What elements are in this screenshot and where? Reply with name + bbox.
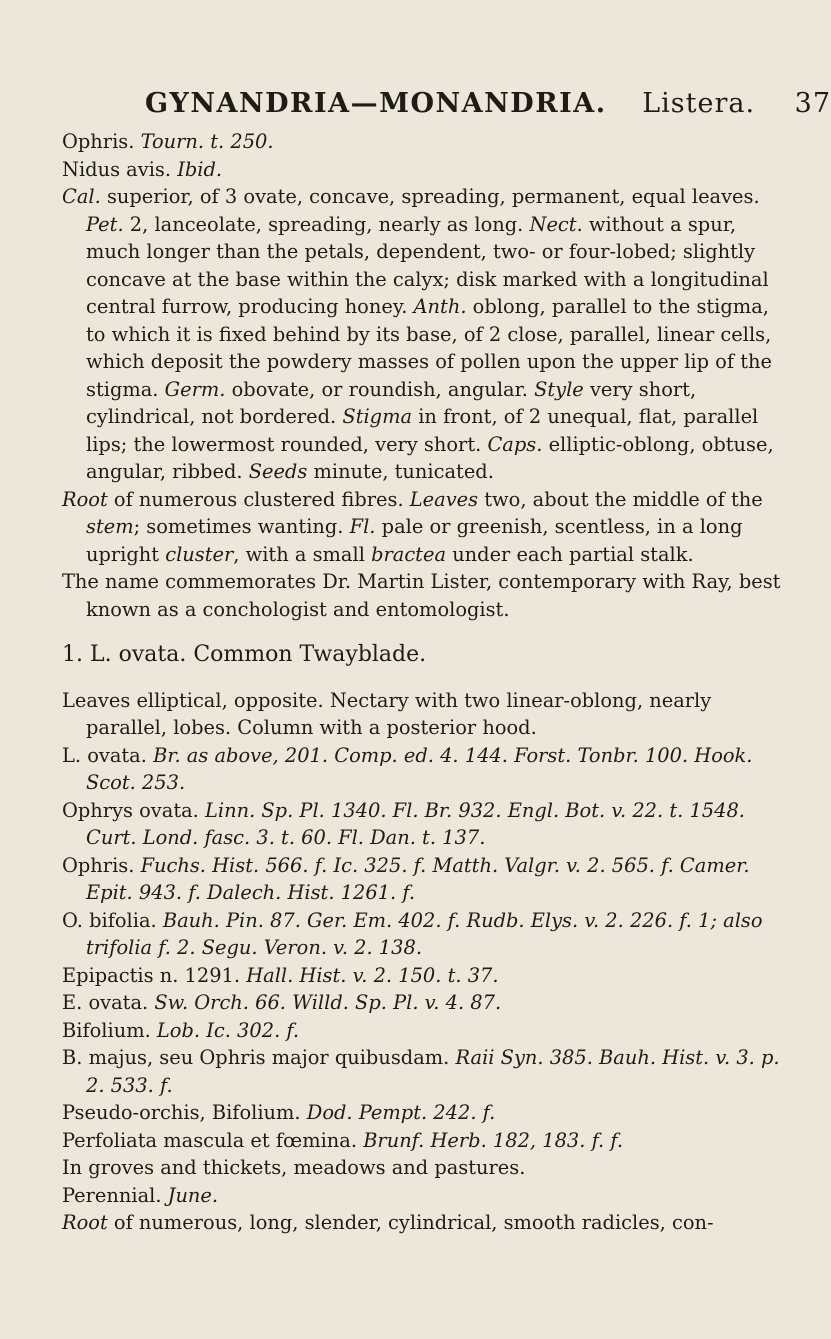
root-description: Root of numerous, long, slender, cylindrical, smooth radicles, con-: [62, 1211, 714, 1234]
synonym-entry: B. majus, seu Ophris major quibusdam. Raii Syn. 385. Bauh. Hist. v. 3. p. 2. 533. f.: [62, 1046, 780, 1097]
synonym-entry: L. ovata. Br. as above, 201. Comp. ed. 4. 144. Forst. Tonbr. 100. Hook. Scot. 253.: [62, 743, 753, 794]
synonym-entry: Epipactis n. 1291. Hall. Hist. v. 2. 150. t. 37.: [62, 963, 499, 987]
running-title: GYNANDRIA—MONANDRIA.: [145, 88, 607, 119]
synonym-entry: O. bifolia. Bauh. Pin. 87. Ger. Em. 402. f. Rudb. Elys. v. 2. 226. f. 1; also trifolia f. 2. Segu. Veron. v. 2. 138.: [62, 908, 763, 959]
species-heading: 1. L. ovata. Common Twayblade.: [62, 642, 427, 667]
synonym-entry: Ophrys ovata. Linn. Sp. Pl. 1340. Fl. Br. 932. Engl. Bot. v. 22. t. 1548. Curt. Lond. fasc. 3. t. 60. Fl. Dan. t. 137.: [62, 798, 745, 849]
running-header: [145, 88, 831, 119]
genus-header: Listera.: [642, 88, 756, 119]
synonym-entry: Pseudo-orchis, Bifolium. Dod. Pempt. 242. f.: [62, 1101, 496, 1124]
synonym-entry: Perfoliata mascula et fœmina. Brunf. Herb. 182, 183. f. f.: [62, 1128, 624, 1152]
page-number: 37: [794, 88, 831, 119]
synonym-line-ophris: Ophris. Tourn. t. 250.: [62, 130, 274, 153]
spacer: [62, 623, 782, 641]
synonym-entry: Ophris. Fuchs. Hist. 566. f. Ic. 325. f. Matth. Valgr. v. 2. 565. f. Camer. Epit. 943. f. Dalech. Hist. 1261. f.: [62, 853, 750, 904]
synonym-entry: E. ovata. Sw. Orch. 66. Willd. Sp. Pl. v. 4. 87.: [62, 991, 502, 1014]
species-diagnosis: Leaves elliptical, opposite. Nectary with two linear-oblong, nearly parallel, lobes. Column with a posterior hood.: [62, 688, 712, 739]
generic-character: Cal. superior, of 3 ovate, concave, spreading, permanent, equal leaves. Pet. 2, lanceolate, spreading, nearly as long. Nect. without a spur, much longer than the petals, dependent, two- or four-lobed; slightly concave at the base within the calyx; disk marked with a longitudinal central furrow, producing honey. Anth. oblong, parallel to the stigma, to which it is fixed behind by its base, of 2 close, parallel, linear cells, which deposit the powdery masses of pollen upon the upper lip of the stigma. Germ. obovate, or roundish, angular. Style very short, cylindrical, not bordered. Stigma in front, of 2 unequal, flat, parallel lips; the lowermost rounded, very short. Caps. elliptic-oblong, obtuse, angular, ribbed. Seeds minute, tunicated.: [62, 185, 774, 483]
name-note: The name commemorates Dr. Martin Lister, contemporary with Ray, best known as a conchologist and entomologist.: [62, 570, 781, 621]
page-body: [62, 128, 782, 1237]
synonym-entry: Bifolium. Lob. Ic. 302. f.: [62, 1018, 300, 1042]
spacer: [62, 669, 782, 687]
generic-habit: Root of numerous clustered fibres. Leaves two, about the middle of the stem; sometimes wanting. Fl. pale or greenish, scentless, in a long upright cluster, with a small bractea under each partial stalk.: [62, 487, 763, 566]
habitat: In groves and thickets, meadows and pastures.: [62, 1156, 526, 1179]
synonym-line-nidus: Nidus avis. Ibid.: [62, 157, 223, 181]
duration: Perennial. June.: [62, 1183, 219, 1207]
